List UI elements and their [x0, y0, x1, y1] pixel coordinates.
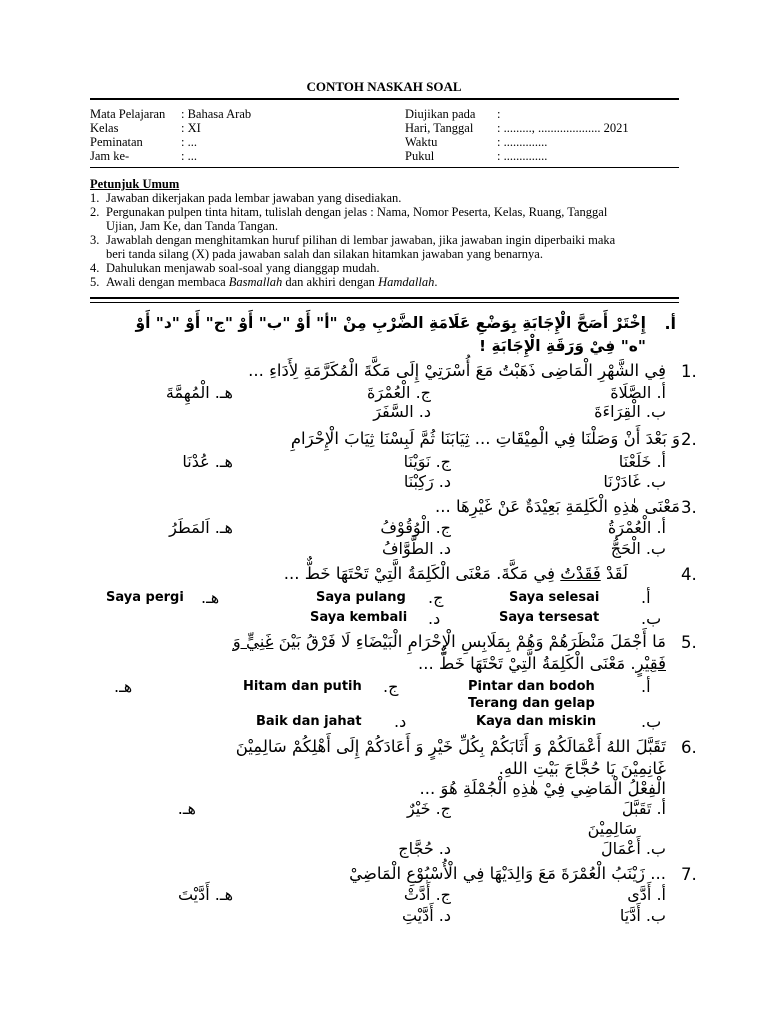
divider [90, 297, 679, 299]
petunjuk-text-4: Dahulukan menjawab soal-soal yang dianggap mudah. [106, 261, 380, 275]
option-b[interactable]: ب. الْقِرَاءَةَ [594, 402, 666, 421]
meta-value-mapel: : Bahasa Arab [181, 107, 252, 121]
petunjuk-text-2b: Ujian, Jam Ke, dan Tanda Tangan. [106, 219, 279, 233]
divider [90, 302, 679, 303]
question-text-line2: فَقِيْرٍ. مَعْنَى الْكَلِمَةُ الَّتِيْ تَحْتَهَا خَطٌّ ... [418, 654, 666, 673]
option-b-mark: ب. [641, 712, 662, 731]
option-b[interactable]: ب. أَعْمَالَ [601, 839, 666, 858]
option-b[interactable]: ب. الْحَجُّ [610, 539, 666, 558]
petunjuk-text-3b: beri tanda silang (X) pada jawaban salah dan silakan hitamkan jawaban yang benarnya. [106, 247, 543, 261]
option-d-mark: د. [394, 712, 407, 731]
option-c[interactable]: Saya pulang [316, 590, 406, 605]
petunjuk-text-2: Pergunakan pulpen tinta hitam, tulislah dengan jelas : Nama, Nomor Peserta, Kelas, Ruang, Tanggal [106, 205, 608, 219]
meta-label-mapel: Mata Pelajaran [90, 107, 166, 121]
meta-label-pukul: Pukul [405, 149, 435, 163]
option-e[interactable]: هـ. [177, 799, 196, 818]
question-number: 4. [681, 565, 697, 584]
meta-value-kelas: : XI [181, 121, 201, 135]
option-e[interactable]: هـ. أَدَّيْتَ [177, 885, 233, 904]
option-d[interactable]: د. السَّفَرَ [373, 402, 431, 421]
option-b[interactable]: Kaya dan miskin [476, 714, 597, 729]
question-number: 7. [681, 865, 697, 884]
meta-value-pukul: : .............. [497, 149, 548, 163]
option-d-mark: د. [428, 609, 441, 628]
option-d[interactable]: د. أَدَّيْتِ [401, 906, 451, 925]
option-e[interactable]: Saya pergi [106, 590, 184, 605]
meta-value-hari: : ........., .................... 2021 [497, 121, 629, 135]
meta-label-hari: Hari, Tanggal [405, 121, 474, 135]
option-a[interactable]: أ. خَلَعْنَا [618, 452, 666, 471]
option-c[interactable]: ج. نَوَيْنَا [403, 452, 451, 471]
option-b[interactable]: ب. أَدَّيَا [619, 906, 666, 925]
petunjuk-num-2: 2. [90, 205, 100, 219]
petunjuk-text-3: Jawablah dengan menghitamkan huruf pilihan di lembar jawaban, jika jawaban ingin diperbaiki maka [106, 233, 616, 247]
option-a[interactable]: أ. أَدَّى [627, 885, 666, 904]
option-c[interactable]: Hitam dan putih [243, 679, 362, 694]
option-c-mark: ج. [383, 677, 399, 696]
option-e-mark: هـ. [201, 588, 220, 607]
option-d[interactable]: Saya kembali [310, 610, 408, 625]
meta-label-diujikan: Diujikan pada [405, 107, 476, 121]
question-text: لَقَدْ فَقَدْتُ فِي مَكَّةَ. مَعْنَى الْكَلِمَةُ الَّتِيْ تَحْتَهَا خَطٌّ ... [283, 564, 628, 583]
meta-value-peminatan: : ... [181, 135, 197, 149]
page-title: CONTOH NASKAH SOAL [306, 79, 462, 94]
petunjuk-text-1: Jawaban dikerjakan pada lembar jawaban yang disediakan. [106, 191, 402, 205]
section-instruction-line1: إِخْتَرْ أَصَحَّ الْإِجَابَةِ بِوَضْعِ عَلَامَةِ الضَّرْبِ مِنْ "أ" أَوْ "ب" أَوْ "ج" أَوْ "د" أَوْ [135, 314, 646, 332]
option-d[interactable]: د. الطَّوَّافُ [381, 539, 451, 558]
question-number: 3. [681, 498, 697, 517]
option-c[interactable]: ج. الْعُمْرَةَ [367, 383, 431, 402]
option-b-mark: ب. [641, 609, 662, 628]
petunjuk-text-5: Awali dengan membaca Basmallah dan akhiri dengan Hamdallah. [106, 275, 438, 289]
option-a-mark: أ. [641, 677, 651, 696]
petunjuk-num-1: 1. [90, 191, 100, 205]
option-e[interactable]: هـ. اَلمَطَرُ [169, 518, 233, 537]
option-c-mark: ج. [428, 588, 444, 607]
option-d[interactable]: د. حُجَّاج [398, 839, 451, 858]
meta-value-jam: : ... [181, 149, 197, 163]
question-number: 5. [681, 633, 697, 652]
question-text-line2: غَانِمِيْنَ يَا حُجَّاجَ بَيْتِ اللهِ. [498, 759, 666, 778]
option-e[interactable]: Terang dan gelap [468, 696, 595, 711]
option-a[interactable]: Saya selesai [509, 590, 600, 605]
option-c[interactable]: ج. الْوُقُوْفُ [380, 518, 451, 537]
question-text: وَ بَعْدَ أَنْ وَصَلْنَا فِي الْمِيْقَاتِ ... ثِيَابَنَا ثُمَّ لَبِسْنَا ثِيَابَ الْإِحْرَامِ [290, 429, 680, 448]
section-instruction-line2: "ه" فِيْ وَرَقَةِ الْإِجَابَةِ ! [479, 337, 646, 355]
petunjuk-num-5: 5. [90, 275, 100, 289]
option-a[interactable]: أ. تَقَبَّلَ [621, 799, 666, 818]
option-a[interactable]: أ. الْعُمْرَةُ [607, 518, 666, 537]
meta-label-peminatan: Peminatan [90, 135, 143, 149]
meta-value-diujikan: : [497, 107, 501, 121]
question-text: ... زَيْنَبُ الْعُمْرَةَ مَعَ وَالِدَيْهَا فِي الْأُسْبُوْعِ الْمَاضِيْ [349, 864, 666, 883]
question-text: فِي الشَّهْرِ الْمَاضِى ذَهَبْتُ مَعَ أُسْرَتِيْ إِلَى مَكَّةَ الْمُكَرَّمَةِ لِأَدَاءِ ... [248, 361, 666, 380]
option-e[interactable]: هـ. عُدْنَا [182, 452, 233, 471]
meta-label-waktu: Waktu [405, 135, 438, 149]
petunjuk-num-3: 3. [90, 233, 100, 247]
option-d[interactable]: د. رَكِبْنَا [403, 472, 451, 491]
petunjuk-heading: Petunjuk Umum [90, 177, 180, 191]
divider [90, 98, 679, 100]
question-text: مَعْنَى هٰذِهِ الْكَلِمَةِ بَعِيْدَةٌ عَنْ غَيْرِهَا ... [435, 497, 680, 516]
option-b[interactable]: Saya tersesat [499, 610, 600, 625]
option-e[interactable]: هـ. الْمُهِمَّةَ [165, 383, 233, 402]
meta-label-jam: Jam ke- [90, 149, 130, 163]
option-c[interactable]: ج. خَيْرٌ [406, 799, 451, 818]
option-b[interactable]: ب. غَادَرْنَا [603, 472, 666, 491]
petunjuk-num-4: 4. [90, 261, 100, 275]
option-a-mark: أ. [641, 588, 651, 607]
question-number: 1. [681, 362, 697, 381]
question-text-line1: تَقَبَّلَ اللهُ أَعْمَالَكُمْ وَ أَثَابَكُمْ بِكُلِّ خَيْرٍ وَ أَعَادَكُمْ إِلَى أَهْلِكُمْ سَالِمِيْنَ [235, 737, 666, 756]
section-number: أ. [664, 314, 676, 333]
question-text-line3: الْفِعْلُ الْمَاضِي فِيْ هٰذِهِ الْجُمْلَةِ هُوَ ... [419, 779, 666, 798]
question-text-line1: مَا أَجْمَلَ مَنْظَرَهُمْ وَهُمْ بِمَلَابِسِ الْإِحْرَامِ الْبَيْضَاءِ لَا فَرْقُ بَيْنَ غَنِيٍّ وَ [232, 632, 666, 651]
meta-value-waktu: : .............. [497, 135, 548, 149]
option-e-value: سَالِمِيْنَ [587, 819, 637, 838]
divider [90, 167, 679, 168]
question-number: 6. [681, 738, 697, 757]
option-a[interactable]: Pintar dan bodoh [468, 679, 595, 694]
option-c[interactable]: ج. أَدَّتْ [403, 885, 451, 904]
option-a[interactable]: أ. الصَّلَاةَ [610, 383, 666, 402]
question-number: 2. [681, 430, 697, 449]
option-d[interactable]: Baik dan jahat [256, 714, 362, 729]
option-e-mark: هـ. [114, 677, 133, 696]
meta-label-kelas: Kelas [90, 121, 119, 135]
